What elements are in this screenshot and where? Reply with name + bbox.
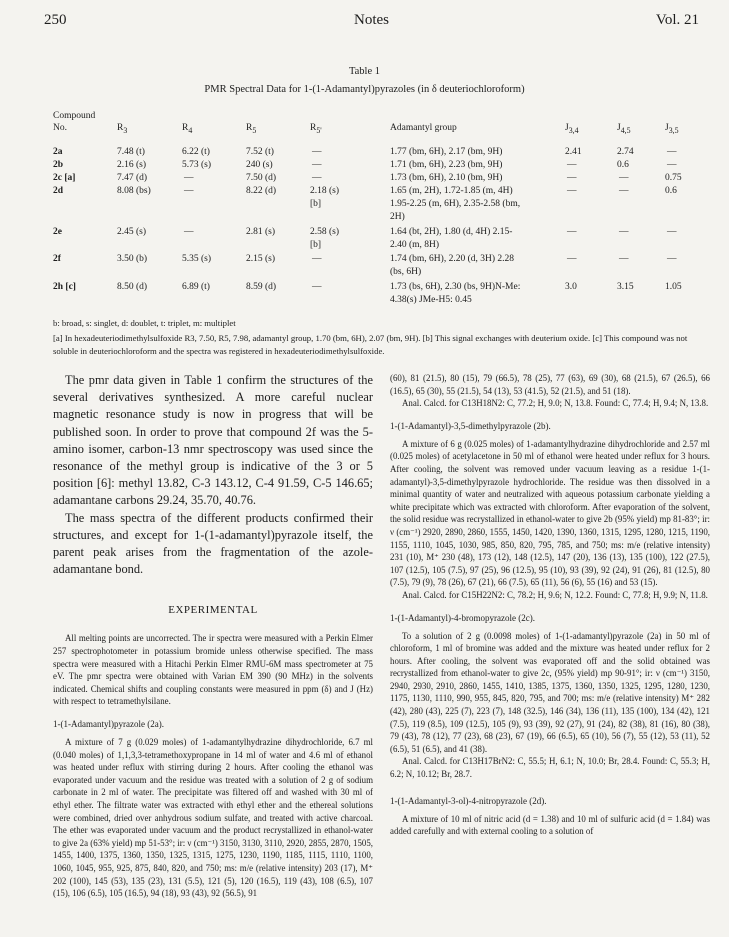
table-cell-r4: — — [184, 173, 194, 183]
table-cell-compound: 2b — [53, 160, 64, 170]
table-cell-j35: — — [667, 227, 677, 237]
table-cell-r4: 6.89 (t) — [182, 282, 210, 292]
table-cell-adamantyl-line3: 2H) — [390, 212, 405, 222]
table-cell-j45: — — [619, 227, 629, 237]
table-cell-r3: 7.48 (t) — [117, 147, 145, 157]
compound-heading: 1-(1-Adamantyl)-4-bromopyrazole (2c). — [390, 612, 535, 623]
table-cell-adamantyl: 1.74 (bm, 6H), 2.20 (d, 3H) 2.28 — [390, 254, 515, 264]
table-cell-r5: 240 (s) — [246, 160, 273, 170]
table-cell-adamantyl-line2: (bs, 6H) — [390, 267, 422, 277]
table-cell-adamantyl-line2: 1.95-2.25 (m, 6H), 2.35-2.58 (bm, — [390, 199, 521, 209]
table-cell-adamantyl: 1.64 (bt, 2H), 1.80 (d, 4H) 2.15- — [390, 227, 513, 237]
col-header-j45: $J_{4,5}$ — [617, 123, 631, 135]
table-cell-r5: 7.52 (t) — [246, 147, 274, 157]
col-header-adamantyl: Adamantyl group — [390, 123, 457, 133]
table-cell-j45: 0.6 — [617, 160, 629, 170]
table-cell-r5p: — — [312, 160, 322, 170]
table-cell-adamantyl: 1.77 (bm, 6H), 2.17 (bm, 9H) — [390, 147, 503, 157]
table-cell-adamantyl-line2: 4.38(s) JMe-H5: 0.45 — [390, 295, 472, 305]
right-column — [390, 372, 710, 838]
table-cell-r5: 8.59 (d) — [246, 282, 277, 292]
table-cell-j35: — — [667, 254, 677, 264]
table-title: PMR Spectral Data for 1-(1-Adamantyl)pyrazoles (in δ deuteriochloroform) — [204, 84, 525, 95]
table-cell-r4: 5.73 (s) — [182, 160, 212, 170]
table-cell-r4: 6.22 (t) — [182, 147, 210, 157]
table-cell-r5p: — — [312, 282, 322, 292]
running-head — [44, 12, 699, 32]
table-cell-j34: — — [567, 227, 577, 237]
table-cell-r5p-note: [b] — [310, 240, 322, 250]
compound-procedure: A mixture of 10 ml of nitric acid (d = 1.38) and 10 ml of sulfuric acid (d = 1.84) was added carefully and with external cooling to a solution of — [390, 813, 710, 837]
compound-procedure: A mixture of 7 g (0.029 moles) of 1-adamantylhydrazine dihydrochloride, 6.7 ml (0.040 moles) of 1,1,3,3-tetramethoxypropane in 14 ml of water and 4.6 ml of ethanol was heated under reflux with stirring during 2 hours. After cooling the ethanol was evaporated under vacuum and the residue was treated with a solution of 2 g of sodium carbonate in 2 ml of water. The precipitate was filtered off and washed with 30 ml of ethyl ether. The filtrate water was extracted with ethyl ether and the ethereal solutions were combined, dried over anhydrous sodium sulfate, and treated with active charcoal. The ether was evaporated under vacuum and the product recrystallized in ethanol-water to give 2a (63% yield) mp 51-53°; ir: ν (cm⁻¹) 3150, 3130, 3110, 2920, 2855, 2870, 1505, 1455, 1400, 1375, 1360, 1350, 1325, 1315, 1275, 1230, 1190, 1185, 1115, 1110, 1100, 1060, 1045, 955, 925, 875, 840, 820, and 750; ms: m/e (relative intensity) 203 (17), M⁺ 202 (100), 145 (53), 135 (23), 131 (5.5), 121 (5), 120 (16.5), 119 (43), 108 (6.5), 107 (15), 106 (6.5), 105 (16.5), 94 (18), 93 (43), 92 (56.5), 91 — [53, 737, 373, 899]
table-cell-r4: — — [184, 227, 194, 237]
col-header-r3: $R_3$ — [117, 123, 128, 135]
table-cell-j45: — — [619, 254, 629, 264]
table-cell-j34: — — [567, 254, 577, 264]
table-cell-r5p: 2.18 (s) — [310, 186, 340, 196]
table-cell-r4: 5.35 (s) — [182, 254, 212, 264]
table-cell-r3: 7.47 (d) — [117, 173, 148, 183]
ms-continuation: (60), 81 (21.5), 80 (15), 79 (66.5), 78 (25), 77 (63), 69 (30), 68 (21.5), 67 (26.5), 66 (16.5), 65 (30), 55 (21.5), 54 (13), 53 (41.5), 52 (21.5), and 51 (18). — [390, 373, 710, 396]
experimental-paragraph: All melting points are uncorrected. The ir spectra were measured with a Perkin Elmer 257 spectrophotometer in potassium bromide unless otherwise specified. The mass spectra were measured with a Hitachi Perkin Elmer RMU-6M mass spectrometer at 75 eV. The pmr spectra were obtained with Varian EM 390 (90 MHz) in the solvents indicated. Chemical shifts and coupling constants were measured in ppm (δ) and J (Hz) with respect to tetramethylsilane. — [53, 633, 373, 707]
table-cell-r4: — — [184, 186, 194, 196]
left-column — [53, 372, 373, 900]
table-cell-j34: 2.41 — [565, 147, 582, 157]
section-title: EXPERIMENTAL — [168, 604, 258, 617]
table-cell-compound: 2e — [53, 227, 62, 237]
elemental-analysis: Anal. Calcd. for C15H22N2: C, 78.2; H, 9.6; N, 12.2. Found: C, 77.8; H, 9.9; N, 11.8. — [402, 589, 708, 600]
body-paragraph: The pmr data given in Table 1 confirm the structures of the several derivatives synthesized. A more careful nuclear magnetic resonance study is now in progress that will be published soon. In order to prove that compound 2f was the 5-amino isomer, carbon-13 nmr spectroscopy was used since the resonance of the methyl group is indicative of the 3 or 5 position [6]: methyl 13.82, C-3 143.12, C-4 91.59, C-5 146.65; adamantane carbons 29.24, 35.70, 40.76. — [53, 373, 373, 508]
table-cell-j35: — — [667, 147, 677, 157]
compound-procedure: A mixture of 6 g (0.025 moles) of 1-adamantylhydrazine dihydrochloride and 2.57 ml (0.025 moles) of acetylacetone in 50 ml of ethanol were heated under reflux for 3 hours. After cooling, the solvent was removed under vacuum leaving as a residue 1-(1-adamantyl)-3,5-dimethylpyrazole hydrochloride. The residue was then dissolved in a minimal quantity of water and neutralized with aqueous potassium carbonate yielding a white precipitate which was extracted with chloroform. After evaporation of the solvent, the solid residue was recrystallized in ethanol-water to give 2b (95% yield) mp 81-83°; ir: ν (cm⁻¹) 2920, 2890, 2860, 1555, 1450, 1420, 1390, 1360, 1315, 1295, 1280, 1215, 1190, 1155, 1110, 1045, 1030, 985, 850, 820, 795, 785, and 750; ms: m/e (relative intensity) 231 (10), M⁺ 230 (48), 173 (12), 148 (12.5), 147 (20), 136 (13), 135 (100), 122 (27.5), 107 (12.5), 105 (7.5), 97 (25), 96 (12.5), 95 (10), 93 (39), 92 (24), 91 (26), 81 (12.5), 80 (7.5), 79 (9), 78 (26), 67 (21), 66 (7.5), 65 (11), 56 (6), 55 (16) and 53 (15). — [390, 438, 710, 588]
col-header-r5: $R_5$ — [246, 123, 257, 135]
table-cell-r5p-note: [b] — [310, 199, 322, 209]
table-label: Table 1 — [348, 66, 381, 77]
table-cell-j34: — — [567, 173, 577, 183]
table-cell-r3: 2.45 (s) — [117, 227, 147, 237]
table-cell-j34: — — [567, 160, 577, 170]
table-cell-compound: 2c [a] — [53, 173, 76, 183]
table-cell-r5: 2.81 (s) — [246, 227, 276, 237]
volume-label: Vol. 21 — [655, 12, 699, 28]
table-cell-adamantyl: 1.73 (bm, 6H), 2.10 (bm, 9H) — [390, 173, 503, 183]
table-cell-j35: — — [667, 160, 677, 170]
table-cell-compound: 2a — [53, 147, 63, 157]
table-cell-r5p: — — [312, 147, 322, 157]
table-cell-r5p: 2.58 (s) — [310, 227, 340, 237]
body-paragraph: The mass spectra of the different products confirmed their structures, and except for 1-(1-adamantyl)pyrazole itself, the parent peak arises from the fragmentation of the azole-adamantane bond. — [53, 510, 373, 577]
compound-procedure: To a solution of 2 g (0.0098 moles) of 1-(1-adamantyl)pyrazole (2a) in 50 ml of chloroform, 1 ml of bromine was added and the mixture was heated under reflux for 2 hours. After cooling, the solvent was evaporated off and the solid obtained was recrystallized from ethanol-water to give 2c, (95% yield) mp 90-91°; ir: ν (cm⁻¹) 3150, 2940, 2930, 2910, 2860, 1455, 1410, 1385, 1375, 1360, 1350, 1325, 1295, 1280, 1230, 1175, 1130, 1110, 990, 955, 845, 820, 795, and 700; ms: m/e (relative intensity) M⁺ 282 (42), 280 (43), 225 (7), 223 (7), 148 (32.5), 146 (34), 136 (11), 135 (100), 134 (42), 121 (7.5), 119 (8.5), 109 (12.5), 105 (9), 93 (39), 92 (27), 91 (24), 82 (38), 81 (16), 80 (38), 79 (43), 78 (12), 77 (23), 68 (23), 67 (19), 66 (6.5), 65 (10), 56 (7), 55 (12), 53 (11), 52 (6.5), 51 (6.5), and 41 (38). — [390, 630, 710, 754]
table-cell-r3: 2.16 (s) — [117, 160, 147, 170]
table-cell-j35: 0.6 — [665, 186, 677, 196]
compound-heading: 1-(1-Adamantyl)-3,5-dimethylpyrazole (2b). — [390, 420, 551, 431]
table-cell-j45: 2.74 — [617, 147, 634, 157]
table-cell-r5: 7.50 (d) — [246, 173, 277, 183]
table-cell-r5: 2.15 (s) — [246, 254, 276, 264]
page-number: 250 — [44, 12, 67, 28]
table-footnote: [a] In hexadeuteriodimethylsulfoxide R3, 7.50, R5, 7.98, adamantyl group, 1.70 (bm, 6H), 2.07 (bm, 9H). [b] This signal exchanges with deuterium oxide. [c] This compound was not soluble in deuteriochloroform and the spectra was registered in hexadeuteriodimethylsulfoxide. — [53, 333, 688, 356]
table-cell-adamantyl: 1.65 (m, 2H), 1.72-1.85 (m, 4H) — [390, 186, 513, 196]
table-legend: b: broad, s: singlet, d: doublet, t: triplet, m: multiplet — [53, 318, 236, 328]
table-cell-adamantyl-line2: 2.40 (m, 8H) — [390, 240, 440, 250]
compound-heading: 1-(1-Adamantyl)pyrazole (2a). — [53, 719, 164, 729]
table-cell-j45: — — [619, 186, 629, 196]
table-cell-compound: 2f — [53, 254, 61, 264]
table-cell-j34: — — [567, 186, 577, 196]
table-cell-r5p: — — [312, 173, 322, 183]
col-header-compound: Compound No. — [53, 111, 96, 133]
elemental-analysis: Anal. Calcd. for C13H17BrN2: C, 55.5; H, 6.1; N, 10.0; Br, 28.4. Found: C, 55.3; H, 6.2; N, 10.12; Br, 28.7. — [390, 756, 710, 780]
table-cell-r3: 8.50 (d) — [117, 282, 148, 292]
table-cell-compound: 2h [c] — [53, 282, 76, 292]
table-cell-j35: 0.75 — [665, 173, 682, 183]
table-cell-r5: 8.22 (d) — [246, 186, 277, 196]
elemental-analysis: Anal. Calcd. for C13H18N2: C, 77.2; H, 9.0; N, 13.8. Found: C, 77.4; H, 9.4; N, 13.8. — [402, 398, 709, 409]
table-cell-adamantyl: 1.73 (bs, 6H), 2.30 (bs, 9H)N-Me: — [390, 282, 521, 292]
col-header-r4: $R_4$ — [182, 123, 193, 135]
journal-section: Notes — [354, 12, 389, 28]
compound-heading: 1-(1-Adamantyl-3-ol)-4-nitropyrazole (2d). — [390, 795, 547, 806]
table-cell-adamantyl: 1.71 (bm, 6H), 2.23 (bm, 9H) — [390, 160, 503, 170]
table-cell-r3: 8.08 (bs) — [117, 186, 151, 196]
col-header-j34: $J_{3,4}$ — [565, 123, 579, 135]
table-cell-compound: 2d — [53, 186, 64, 196]
table-cell-j45: 3.15 — [617, 282, 634, 292]
table-cell-r5p: — — [312, 254, 322, 264]
col-header-r5p: $R_{5'}$ — [310, 123, 322, 135]
table-cell-j45: — — [619, 173, 629, 183]
col-header-j35: $J_{3,5}$ — [665, 123, 679, 135]
table-cell-j35: 1.05 — [665, 282, 682, 292]
table-cell-r3: 3.50 (b) — [117, 254, 148, 264]
table-cell-j34: 3.0 — [565, 282, 577, 292]
